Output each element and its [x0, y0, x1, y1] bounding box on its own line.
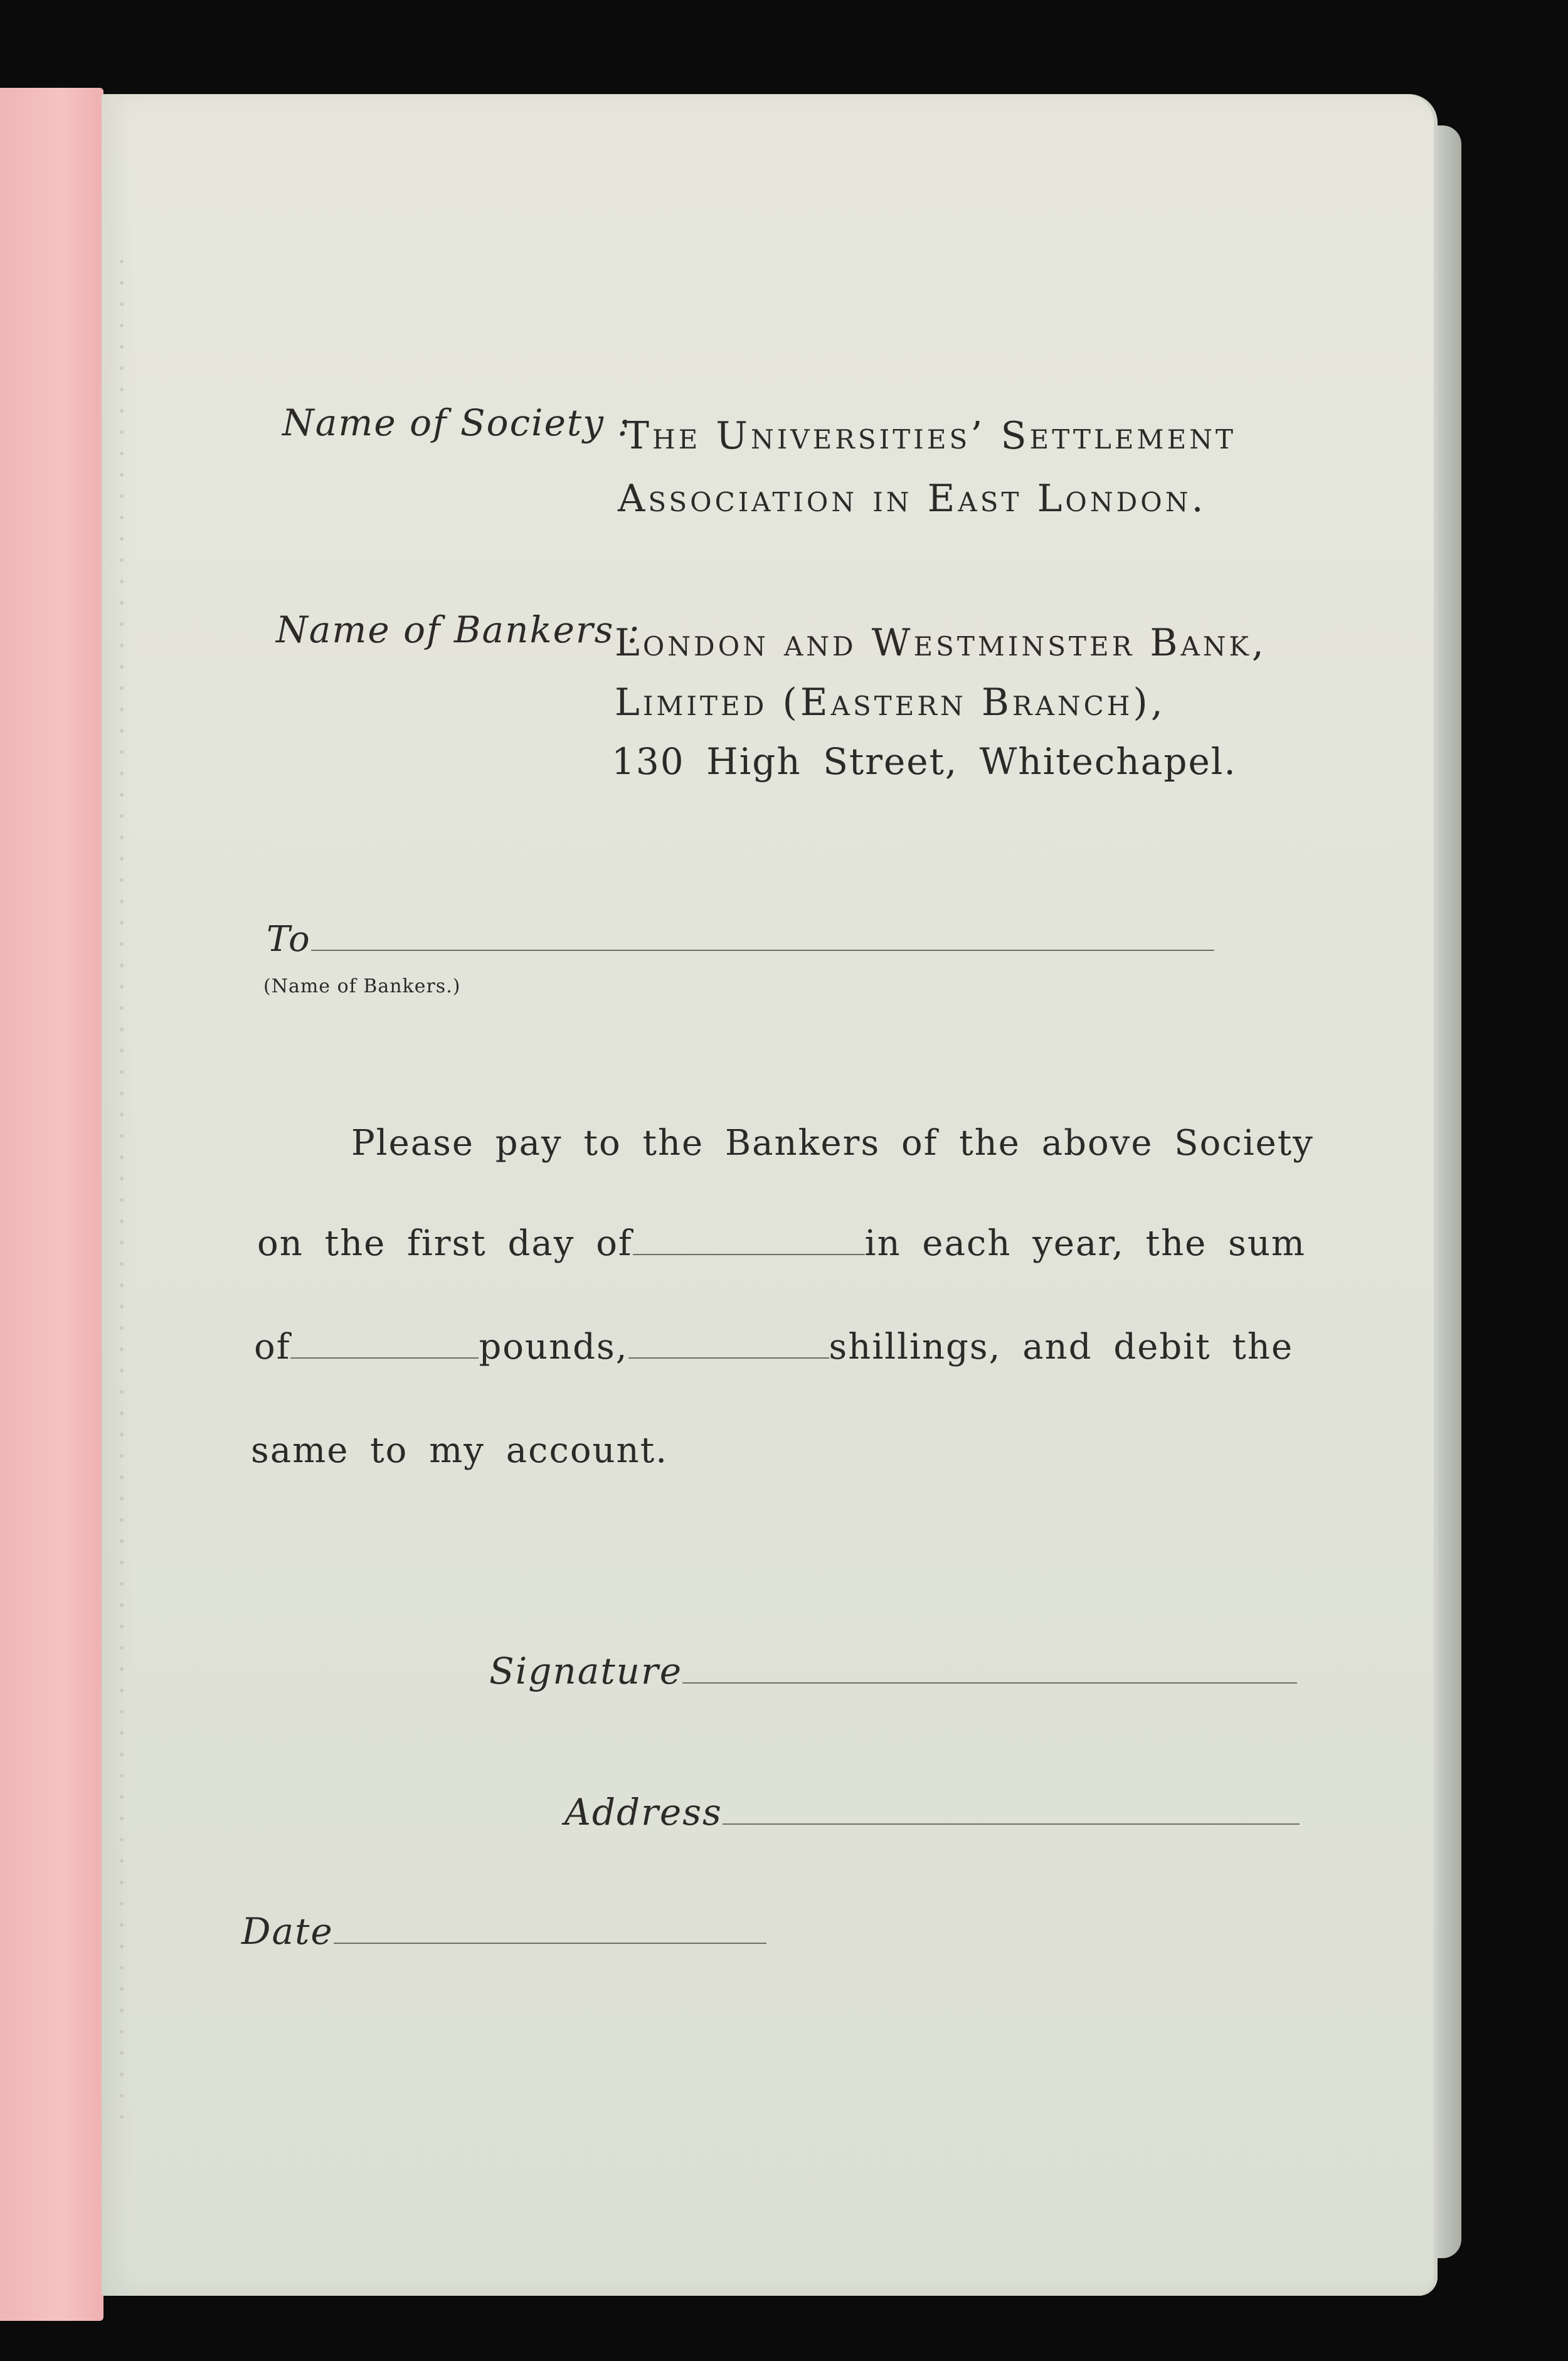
- instruction-line2-start: on the first day of: [257, 1223, 633, 1264]
- date-label: Date: [241, 1910, 334, 1953]
- signature-label: Signature: [489, 1650, 683, 1692]
- address-blank-line: [723, 1796, 1300, 1825]
- pink-cover-flap: [0, 88, 103, 2321]
- to-label: To: [267, 919, 311, 960]
- to-caption: (Name of Bankers.): [263, 975, 461, 997]
- day-blank-line: [633, 1226, 865, 1255]
- bankers-address: 130 High Street, Whitechapel.: [612, 740, 1237, 783]
- date-blank-line: [334, 1915, 766, 1944]
- address-label: Address: [564, 1791, 723, 1833]
- instruction-line3: [254, 1327, 1293, 1367]
- instruction-line1: Please pay to the Bankers of the above Society: [351, 1123, 1314, 1164]
- bankers-name-line1: London and Westminster Bank,: [615, 621, 1268, 665]
- instruction-line2: [257, 1223, 1306, 1264]
- instruction-line3-pounds: pounds,: [479, 1327, 628, 1367]
- address-field: [564, 1791, 1300, 1833]
- instruction-line2-end: in each year, the sum: [864, 1223, 1306, 1264]
- shillings-blank-line: [628, 1330, 829, 1359]
- bankers-label: Name of Bankers :: [276, 608, 641, 651]
- signature-blank-line: [682, 1655, 1297, 1684]
- pounds-blank-line: [290, 1330, 479, 1359]
- instruction-line4: same to my account.: [251, 1430, 668, 1471]
- society-name-line1: The Universities’ Settlement: [624, 414, 1236, 458]
- page-edge: [1436, 125, 1461, 2258]
- instruction-line3-of: of: [254, 1327, 291, 1367]
- to-field: [267, 919, 1214, 960]
- society-label: Name of Society :: [282, 401, 631, 444]
- perforation-line: [119, 251, 124, 2133]
- bankers-name-line2: Limited (Eastern Branch),: [615, 681, 1166, 724]
- signature-field: [489, 1650, 1297, 1692]
- to-blank-line: [311, 922, 1214, 951]
- society-name-line2: Association in East London.: [618, 477, 1207, 521]
- instruction-line3-end: shillings, and debit the: [829, 1327, 1294, 1367]
- date-field: [241, 1910, 766, 1953]
